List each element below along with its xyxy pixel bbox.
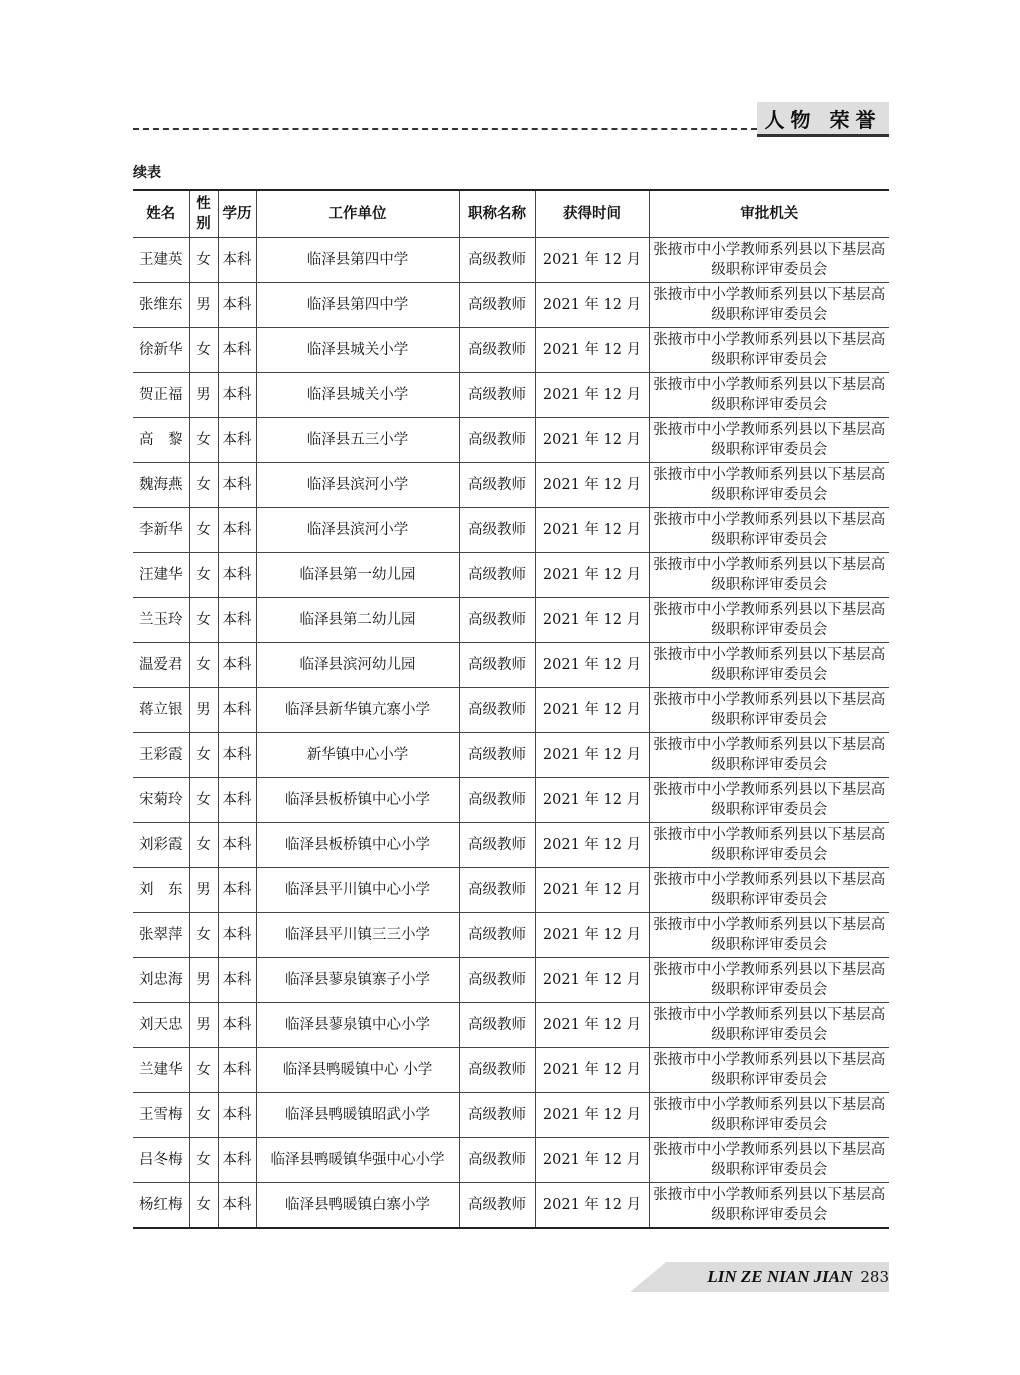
cell-title: 高级教师	[459, 868, 535, 913]
cell-approver: 张掖市中小学教师系列县以下基层高级职称评审委员会	[649, 328, 889, 373]
cell-name: 兰玉玲	[133, 598, 189, 643]
cell-date: 2021 年 12 月	[535, 1048, 649, 1093]
cell-gender: 女	[189, 778, 218, 823]
continued-label: 续表	[133, 165, 161, 181]
header-gender: 性别	[189, 190, 218, 238]
cell-name: 蒋立银	[133, 688, 189, 733]
table-row	[133, 868, 889, 913]
cell-date: 2021 年 12 月	[535, 238, 649, 283]
cell-name: 吕冬梅	[133, 1138, 189, 1183]
cell-gender: 女	[189, 328, 218, 373]
cell-unit: 临泽县平川镇三三小学	[256, 913, 459, 958]
cell-title: 高级教师	[459, 1138, 535, 1183]
table-row	[133, 418, 889, 463]
table-row	[133, 328, 889, 373]
cell-unit: 临泽县滨河小学	[256, 463, 459, 508]
cell-unit: 临泽县城关小学	[256, 328, 459, 373]
cell-name: 王建英	[133, 238, 189, 283]
cell-gender: 女	[189, 238, 218, 283]
cell-gender: 女	[189, 823, 218, 868]
cell-education: 本科	[218, 778, 256, 823]
table-row	[133, 823, 889, 868]
cell-unit: 临泽县第四中学	[256, 238, 459, 283]
cell-name: 刘彩霞	[133, 823, 189, 868]
cell-approver: 张掖市中小学教师系列县以下基层高级职称评审委员会	[649, 1183, 889, 1229]
table-header-row	[133, 190, 889, 238]
header-rule	[133, 128, 757, 130]
cell-name: 高 黎	[133, 418, 189, 463]
cell-date: 2021 年 12 月	[535, 463, 649, 508]
cell-date: 2021 年 12 月	[535, 553, 649, 598]
cell-date: 2021 年 12 月	[535, 328, 649, 373]
cell-date: 2021 年 12 月	[535, 418, 649, 463]
cell-approver: 张掖市中小学教师系列县以下基层高级职称评审委员会	[649, 868, 889, 913]
header-unit: 工作单位	[256, 190, 459, 238]
cell-approver: 张掖市中小学教师系列县以下基层高级职称评审委员会	[649, 913, 889, 958]
cell-gender: 女	[189, 553, 218, 598]
cell-date: 2021 年 12 月	[535, 823, 649, 868]
cell-date: 2021 年 12 月	[535, 643, 649, 688]
cell-name: 徐新华	[133, 328, 189, 373]
header-title: 职称名称	[459, 190, 535, 238]
cell-unit: 临泽县蓼泉镇寨子小学	[256, 958, 459, 1003]
cell-gender: 男	[189, 958, 218, 1003]
table-row	[133, 283, 889, 328]
cell-name: 兰建华	[133, 1048, 189, 1093]
cell-education: 本科	[218, 643, 256, 688]
cell-education: 本科	[218, 733, 256, 778]
cell-education: 本科	[218, 958, 256, 1003]
table-row	[133, 958, 889, 1003]
cell-gender: 女	[189, 733, 218, 778]
cell-education: 本科	[218, 598, 256, 643]
table-row	[133, 598, 889, 643]
header-name: 姓名	[133, 190, 189, 238]
cell-education: 本科	[218, 328, 256, 373]
cell-title: 高级教师	[459, 1183, 535, 1229]
cell-title: 高级教师	[459, 958, 535, 1003]
cell-date: 2021 年 12 月	[535, 1183, 649, 1229]
table-row	[133, 733, 889, 778]
cell-approver: 张掖市中小学教师系列县以下基层高级职称评审委员会	[649, 1003, 889, 1048]
table-row	[133, 643, 889, 688]
table-row	[133, 1048, 889, 1093]
cell-gender: 女	[189, 418, 218, 463]
cell-gender: 女	[189, 598, 218, 643]
cell-date: 2021 年 12 月	[535, 598, 649, 643]
cell-unit: 临泽县鸭暖镇昭武小学	[256, 1093, 459, 1138]
cell-date: 2021 年 12 月	[535, 1003, 649, 1048]
cell-education: 本科	[218, 238, 256, 283]
cell-title: 高级教师	[459, 1093, 535, 1138]
cell-unit: 临泽县鸭暖镇中心 小学	[256, 1048, 459, 1093]
cell-education: 本科	[218, 868, 256, 913]
cell-education: 本科	[218, 553, 256, 598]
cell-date: 2021 年 12 月	[535, 868, 649, 913]
cell-unit: 临泽县蓼泉镇中心小学	[256, 1003, 459, 1048]
cell-date: 2021 年 12 月	[535, 1138, 649, 1183]
cell-title: 高级教师	[459, 643, 535, 688]
cell-gender: 女	[189, 1093, 218, 1138]
cell-name: 李新华	[133, 508, 189, 553]
cell-name: 汪建华	[133, 553, 189, 598]
cell-gender: 男	[189, 1003, 218, 1048]
table-row	[133, 1183, 889, 1229]
cell-education: 本科	[218, 688, 256, 733]
cell-date: 2021 年 12 月	[535, 283, 649, 328]
cell-title: 高级教师	[459, 1048, 535, 1093]
cell-name: 张维东	[133, 283, 189, 328]
cell-title: 高级教师	[459, 733, 535, 778]
cell-gender: 女	[189, 463, 218, 508]
cell-title: 高级教师	[459, 508, 535, 553]
journal-name: LIN ZE NIAN JIAN	[707, 1267, 853, 1286]
cell-name: 温爱君	[133, 643, 189, 688]
header-education: 学历	[218, 190, 256, 238]
table-row	[133, 373, 889, 418]
table-row	[133, 238, 889, 283]
cell-gender: 女	[189, 1138, 218, 1183]
cell-gender: 女	[189, 643, 218, 688]
cell-date: 2021 年 12 月	[535, 733, 649, 778]
cell-approver: 张掖市中小学教师系列县以下基层高级职称评审委员会	[649, 418, 889, 463]
cell-gender: 女	[189, 508, 218, 553]
cell-unit: 新华镇中心小学	[256, 733, 459, 778]
cell-title: 高级教师	[459, 463, 535, 508]
page-number: 283	[860, 1268, 889, 1286]
cell-education: 本科	[218, 418, 256, 463]
cell-title: 高级教师	[459, 283, 535, 328]
cell-name: 魏海燕	[133, 463, 189, 508]
cell-title: 高级教师	[459, 778, 535, 823]
cell-education: 本科	[218, 1183, 256, 1229]
cell-unit: 临泽县板桥镇中心小学	[256, 778, 459, 823]
table-row	[133, 1138, 889, 1183]
table-row	[133, 463, 889, 508]
cell-unit: 临泽县滨河幼儿园	[256, 643, 459, 688]
cell-unit: 临泽县第四中学	[256, 283, 459, 328]
table-row	[133, 1003, 889, 1048]
cell-approver: 张掖市中小学教师系列县以下基层高级职称评审委员会	[649, 463, 889, 508]
cell-title: 高级教师	[459, 238, 535, 283]
cell-unit: 临泽县第一幼儿园	[256, 553, 459, 598]
cell-date: 2021 年 12 月	[535, 508, 649, 553]
cell-education: 本科	[218, 373, 256, 418]
cell-name: 宋菊玲	[133, 778, 189, 823]
cell-unit: 临泽县第二幼儿园	[256, 598, 459, 643]
cell-title: 高级教师	[459, 913, 535, 958]
cell-unit: 临泽县板桥镇中心小学	[256, 823, 459, 868]
cell-approver: 张掖市中小学教师系列县以下基层高级职称评审委员会	[649, 958, 889, 1003]
cell-approver: 张掖市中小学教师系列县以下基层高级职称评审委员会	[649, 373, 889, 418]
cell-date: 2021 年 12 月	[535, 913, 649, 958]
header-approver: 审批机关	[649, 190, 889, 238]
cell-education: 本科	[218, 1003, 256, 1048]
cell-unit: 临泽县平川镇中心小学	[256, 868, 459, 913]
cell-title: 高级教师	[459, 373, 535, 418]
cell-name: 王雪梅	[133, 1093, 189, 1138]
cell-unit: 临泽县鸭暖镇白寨小学	[256, 1183, 459, 1229]
table-row	[133, 778, 889, 823]
cell-approver: 张掖市中小学教师系列县以下基层高级职称评审委员会	[649, 1093, 889, 1138]
table-row	[133, 553, 889, 598]
cell-unit: 临泽县鸭暖镇华强中心小学	[256, 1138, 459, 1183]
cell-unit: 临泽县五三小学	[256, 418, 459, 463]
cell-gender: 男	[189, 373, 218, 418]
cell-education: 本科	[218, 1048, 256, 1093]
cell-gender: 女	[189, 913, 218, 958]
cell-gender: 男	[189, 283, 218, 328]
cell-approver: 张掖市中小学教师系列县以下基层高级职称评审委员会	[649, 1048, 889, 1093]
cell-approver: 张掖市中小学教师系列县以下基层高级职称评审委员会	[649, 553, 889, 598]
cell-name: 刘 东	[133, 868, 189, 913]
cell-gender: 女	[189, 1048, 218, 1093]
cell-education: 本科	[218, 823, 256, 868]
cell-approver: 张掖市中小学教师系列县以下基层高级职称评审委员会	[649, 823, 889, 868]
cell-title: 高级教师	[459, 823, 535, 868]
cell-gender: 女	[189, 1183, 218, 1229]
cell-name: 贺正福	[133, 373, 189, 418]
cell-education: 本科	[218, 463, 256, 508]
cell-approver: 张掖市中小学教师系列县以下基层高级职称评审委员会	[649, 598, 889, 643]
cell-name: 王彩霞	[133, 733, 189, 778]
cell-title: 高级教师	[459, 418, 535, 463]
table-row	[133, 508, 889, 553]
cell-date: 2021 年 12 月	[535, 688, 649, 733]
table-row	[133, 688, 889, 733]
cell-gender: 男	[189, 688, 218, 733]
cell-unit: 临泽县新华镇亢寨小学	[256, 688, 459, 733]
cell-title: 高级教师	[459, 328, 535, 373]
cell-title: 高级教师	[459, 1003, 535, 1048]
cell-date: 2021 年 12 月	[535, 373, 649, 418]
cell-unit: 临泽县城关小学	[256, 373, 459, 418]
cell-approver: 张掖市中小学教师系列县以下基层高级职称评审委员会	[649, 508, 889, 553]
cell-title: 高级教师	[459, 553, 535, 598]
cell-education: 本科	[218, 283, 256, 328]
cell-unit: 临泽县滨河小学	[256, 508, 459, 553]
cell-approver: 张掖市中小学教师系列县以下基层高级职称评审委员会	[649, 778, 889, 823]
cell-gender: 男	[189, 868, 218, 913]
cell-approver: 张掖市中小学教师系列县以下基层高级职称评审委员会	[649, 643, 889, 688]
cell-education: 本科	[218, 1138, 256, 1183]
cell-approver: 张掖市中小学教师系列县以下基层高级职称评审委员会	[649, 1138, 889, 1183]
cell-education: 本科	[218, 1093, 256, 1138]
footer	[707, 1264, 889, 1290]
cell-approver: 张掖市中小学教师系列县以下基层高级职称评审委员会	[649, 283, 889, 328]
cell-education: 本科	[218, 508, 256, 553]
cell-name: 刘天忠	[133, 1003, 189, 1048]
cell-name: 张翠萍	[133, 913, 189, 958]
cell-approver: 张掖市中小学教师系列县以下基层高级职称评审委员会	[649, 238, 889, 283]
cell-date: 2021 年 12 月	[535, 1093, 649, 1138]
cell-date: 2021 年 12 月	[535, 778, 649, 823]
cell-name: 杨红梅	[133, 1183, 189, 1229]
cell-education: 本科	[218, 913, 256, 958]
cell-title: 高级教师	[459, 598, 535, 643]
table-row	[133, 913, 889, 958]
cell-title: 高级教师	[459, 688, 535, 733]
header-date: 获得时间	[535, 190, 649, 238]
honors-table	[133, 189, 889, 1229]
section-title: 人物 荣誉	[757, 102, 889, 137]
cell-name: 刘忠海	[133, 958, 189, 1003]
table-row	[133, 1093, 889, 1138]
cell-approver: 张掖市中小学教师系列县以下基层高级职称评审委员会	[649, 688, 889, 733]
cell-date: 2021 年 12 月	[535, 958, 649, 1003]
cell-approver: 张掖市中小学教师系列县以下基层高级职称评审委员会	[649, 733, 889, 778]
